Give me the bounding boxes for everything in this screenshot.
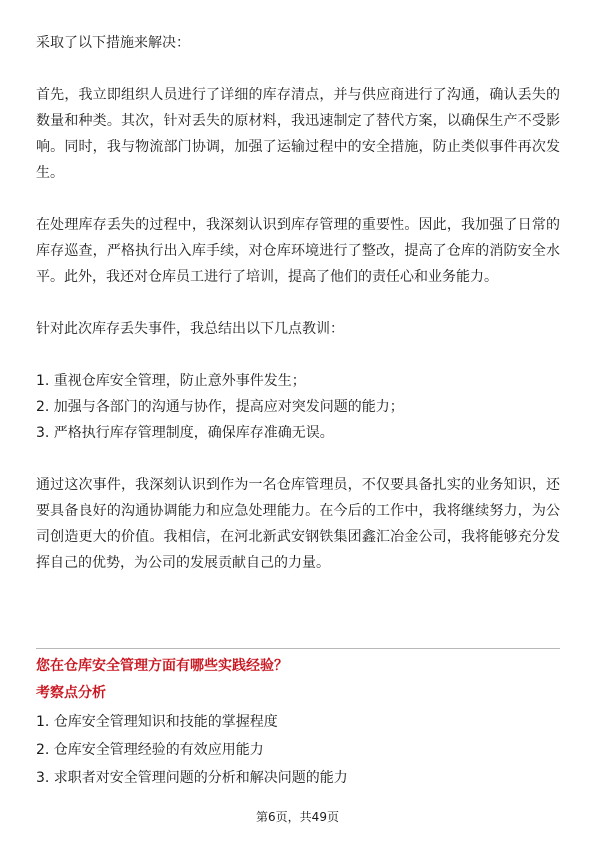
list-item: 3. 求职者对安全管理问题的分析和解决问题的能力 [36, 770, 348, 786]
measures-paragraph: 首先，我立即组织人员进行了详细的库存清点，并与供应商进行了沟通，确认丢失的数量和种类。其次，针对丢失的原材料，我迅速制定了替代方案，以确保生产不受影响。同时，我与物流部门协调，加强了运输过程中的安全措施，防止类似事件再次发生。 [36, 87, 560, 181]
analysis-points-list [36, 708, 560, 792]
conclusion-paragraph: 通过这次事件，我深刻认识到作为一名仓库管理员，不仅要具备扎实的业务知识，还要具备良好的沟通协调能力和应急处理能力。在今后的工作中，我将继续努力，为公司创造更大的价值。我相信，在河北新武安钢铁集团鑫汇冶金公司，我将能够充分发挥自己的优势，为公司的发展贡献自己的力量。 [36, 477, 560, 571]
question-heading: 您在仓库安全管理方面有哪些实践经验？ [36, 658, 288, 674]
lessons-intro: 针对此次库存丢失事件，我总结出以下几点教训： [36, 321, 344, 337]
list-item: 2. 加强与各部门的沟通与协作，提高应对突发问题的能力； [36, 399, 404, 415]
page-number: 第6页，共49页 [256, 810, 339, 824]
list-item: 3. 严格执行库存管理制度，确保库存准确无误。 [36, 425, 334, 441]
section-divider [36, 648, 560, 649]
intro-paragraph: 采取了以下措施来解决： [36, 35, 190, 51]
lessons-list [36, 368, 560, 446]
list-item: 1. 仓库安全管理知识和技能的掌握程度 [36, 714, 278, 730]
list-item: 2. 仓库安全管理经验的有效应用能力 [36, 742, 264, 758]
list-item: 1. 重视仓库安全管理，防止意外事件发生； [36, 373, 306, 389]
analysis-section-title: 考察点分析 [36, 685, 106, 701]
body-content [36, 30, 560, 576]
reflection-paragraph: 在处理库存丢失的过程中，我深刻认识到库存管理的重要性。因此，我加强了日常的库存巡查，严格执行出入库手续，对仓库环境进行了整改，提高了仓库的消防安全水平。此外，我还对仓库员工进行了培训，提高了他们的责任心和业务能力。 [36, 217, 560, 285]
